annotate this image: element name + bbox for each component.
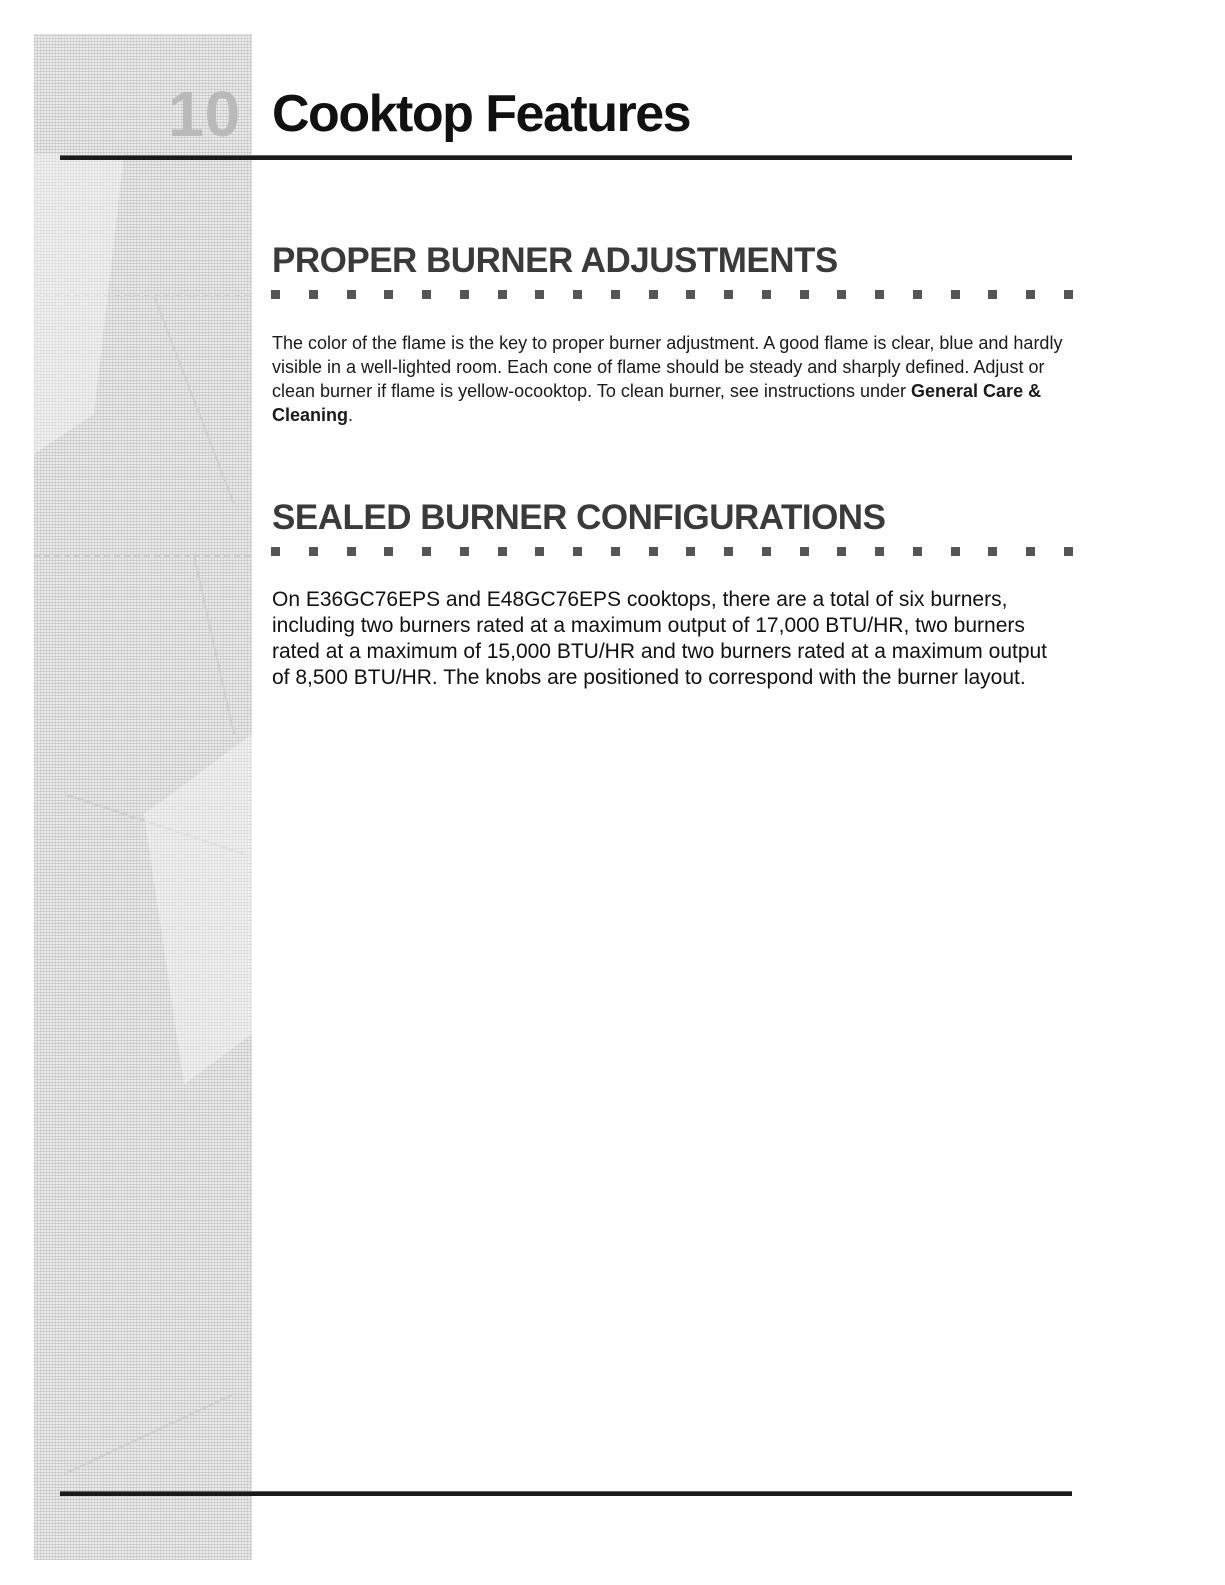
dotted-divider [271, 547, 1073, 557]
chapter-number: 10 [168, 78, 242, 150]
side-strip-shapes [34, 34, 252, 1560]
header-rule [60, 155, 1072, 160]
footer-rule [60, 1491, 1072, 1496]
sealed-burner-paragraph: On E36GC76EPS and E48GC76EPS cooktops, there are a total of six burners, including two burners rated at a maximum output of 17,000 BTU/HR, two burners rated at a maximum of 15,000 BTU/HR and two burners rated at a maximum output of 8,500 BTU/HR. The knobs are positioned to correspond with the burner layout. [272, 588, 1048, 689]
care-cleaning-reference: General Care & Cleaning [272, 381, 1042, 425]
paragraph-text: The color of the flame is the key to proper burner adjustment. A good flame is clear, blue and hardly visible in a well-lighted room. Each cone of flame should be steady and sharply defined. Adjust or clean burner if flame is yellow-ocooktop. To clean burner, see instructions under [272, 333, 1063, 401]
section-heading-burner-adjustments: PROPER BURNER ADJUSTMENTS [272, 241, 838, 280]
dotted-divider [271, 290, 1073, 300]
burner-adjustment-paragraph [272, 331, 1072, 427]
page-title: Cooktop Features [272, 85, 691, 143]
section-heading-sealed-burner-configurations: SEALED BURNER CONFIGURATIONS [272, 498, 886, 537]
paragraph-text-end: . [348, 405, 354, 425]
